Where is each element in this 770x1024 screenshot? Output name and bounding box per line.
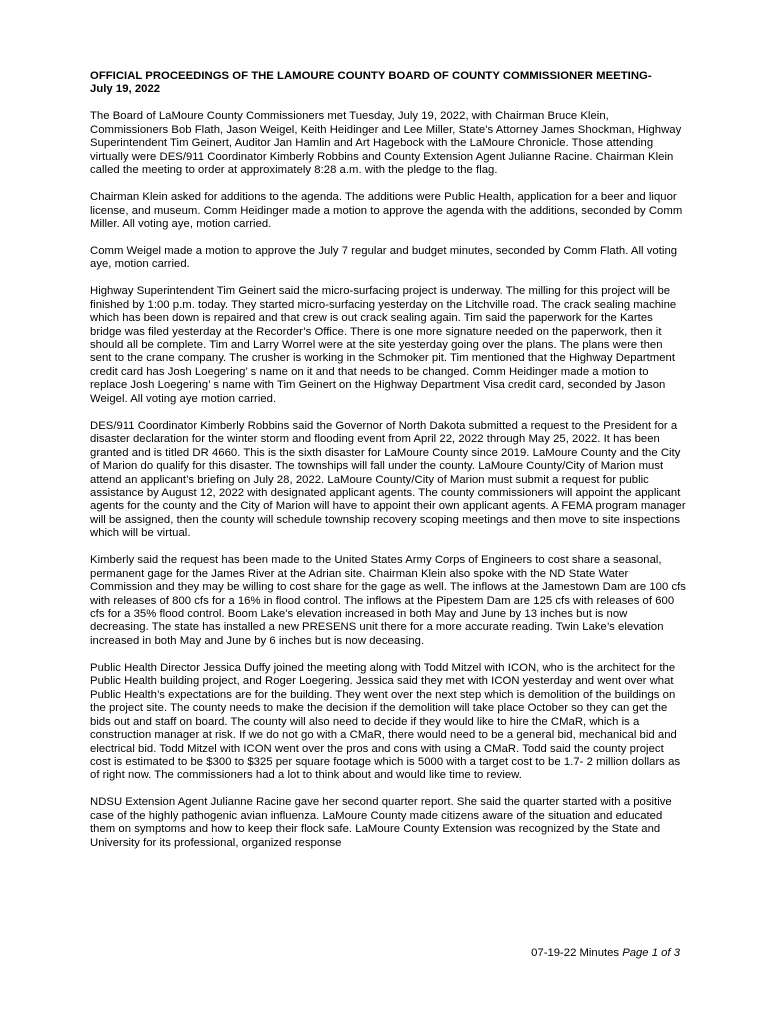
title-line-1: OFFICIAL PROCEEDINGS OF THE LAMOURE COUNTY BOARD OF COUNTY COMMISSIONER MEETING- bbox=[90, 70, 652, 82]
paragraph-water-gage: Kimberly said the request has been made to the United States Army Corps of Engineers to cost share a seasonal, permanent gage for the James River at the Adrian site. Chairman Klein also spoke with the ND State Water Commission and they may be willing to cost share for the gage as well. The inflows at the Jamestown Dam are 100 cfs with releases of 800 cfs for a 16% in flood control. The inflows at the Pipestem Dam are 125 cfs with releases of 600 cfs for a 35% flood control. Boom Lake’s elevation increased in both May and June by 13 inches but is now decreasing. The state has installed a new PRESENS unit there for a more accurate reading. Twin Lake’s elevation increased in both May and June by 6 inches but is now deceasing. bbox=[90, 554, 686, 647]
paragraph-highway-report: Highway Superintendent Tim Geinert said the micro-surfacing project is underway. The milling for this project will be finished by 1:00 p.m. today. They started micro-surfacing yesterday on the Litchville road. The crack sealing machine which has been down is repaired and that crew is out crack sealing again. Tim said the paperwork for the Kartes bridge was filed yesterday at the Recorder’s Office. There is one more signature needed on the paperwork, then it should all be complete. Tim and Larry Worrel were at the site yesterday going over the plans. The plans were then sent to the crane company. The crusher is working in the Schmoker pit. Tim mentioned that the Highway Department credit card has Josh Loegering’ s name on it and that needs to be changed. Comm Heidinger made a motion to replace Josh Loegering’ s name with Tim Geinert on the Highway Department Visa credit card, seconded by Jason Weigel. All voting aye motion carried. bbox=[90, 285, 677, 405]
footer-page-number: Page 1 of 3 bbox=[622, 947, 680, 959]
paragraph-attendance: The Board of LaMoure County Commissioners met Tuesday, July 19, 2022, with Chairman Bruce Klein, Commissioners Bob Flath, Jason Weigel, Keith Heidinger and Lee Miller, State’s Attorney James Shockman, Highway Superintendent Tim Geinert, Auditor Jan Hamlin and Art Hagebock with the LaMoure Chronicle. Those attending virtually were DES/911 Coordinator Kimberly Robbins and County Extension Agent Julianne Racine. Chairman Klein called the meeting to order at approximately 8:28 a.m. with the pledge to the flag. bbox=[90, 110, 682, 177]
footer-date-label: 07-19-22 Minutes bbox=[531, 947, 623, 959]
paragraph-public-health: Public Health Director Jessica Duffy joined the meeting along with Todd Mitzel with ICON, who is the architect for the Public Health building project, and Roger Loegering. Jessica said they met with ICON yesterday and went over what Public Health’s expectations are for the building. They went over the next step which is demolition of the buildings on the project site. The county needs to make the decision if the demolition will take place October so they can get the bids out and staff on board. The county will also need to decide if they would like to hire the CMaR, which is a construction manager at risk. If we do not go with a CMaR, there would need to be a general bid, mechanical bid and electrical bid. Todd Mitzel with ICON went over the pros and cons with using a CMaR. Todd said the county project cost is estimated to be $300 to $325 per square footage which is 5000 with a target cost to be 1.7- 2 million dollars as of right now. The commissioners had a lot to think about and would like time to review. bbox=[90, 661, 681, 782]
paragraph-minutes-approval: Comm Weigel made a motion to approve the July 7 regular and budget minutes, seconded by Comm Flath. All voting aye, motion carried. bbox=[90, 244, 678, 271]
paragraph-extension-report: NDSU Extension Agent Julianne Racine gave her second quarter report. She said the quarter started with a positive case of the highly pathogenic avian influenza. LaMoure County made citizens aware of the situation and educated them on symptoms and how to keep their flock safe. LaMoure County Extension was recognized by the State and University for its professional, organized response bbox=[90, 796, 672, 849]
document-title bbox=[90, 70, 686, 97]
document-body bbox=[90, 70, 686, 864]
title-line-2: July 19, 2022 bbox=[90, 83, 161, 96]
paragraph-agenda: Chairman Klein asked for additions to the agenda. The additions were Public Health, application for a beer and liquor license, and museum. Comm Heidinger made a motion to approve the agenda with the additions, seconded by Comm Miller. All voting aye, motion carried. bbox=[90, 191, 683, 230]
page-footer bbox=[531, 947, 680, 960]
paragraph-des-911-report: DES/911 Coordinator Kimberly Robbins said the Governor of North Dakota submitted a request to the President for a disaster declaration for the winter storm and flooding event from April 22, 2022 through May 25, 2022. It has been granted and is titled DR 4660. This is the sixth disaster for LaMoure County since 2019. LaMoure County and the City of Marion do qualify for this disaster. The townships will fall under the county. LaMoure County/City of Marion must attend an applicant’s briefing on July 28, 2022. LaMoure County/City of Marion must submit a request for public assistance by August 12, 2022 with designated applicant agents. The county commissioners will appoint the applicant agents for the county and the City of Marion will have to appoint their own applicant agents. A FEMA program manager will be assigned, then the county will schedule township recovery scoping meetings and then move to site inspections which will be virtual. bbox=[90, 419, 686, 540]
